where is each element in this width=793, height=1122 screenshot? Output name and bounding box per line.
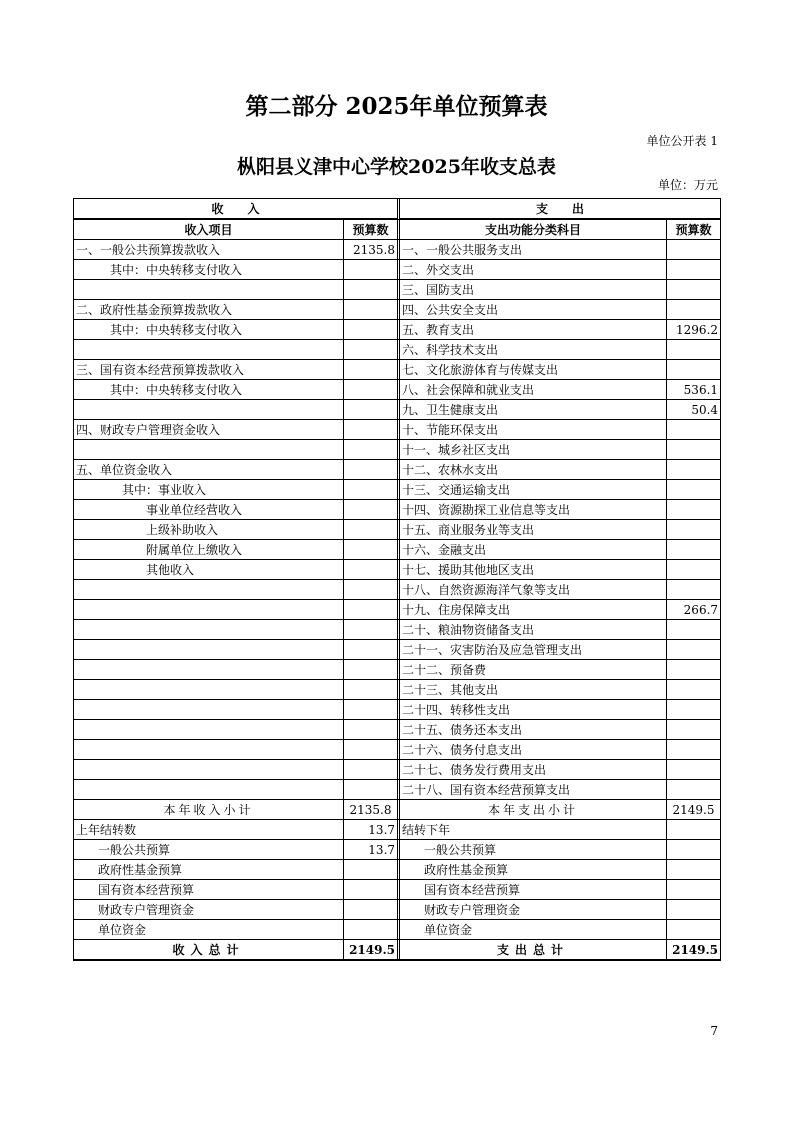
column-header-row bbox=[74, 219, 721, 240]
expense-item-cell: 一般公共预算 bbox=[400, 840, 667, 860]
income-amount-cell: 2135.8 bbox=[344, 240, 398, 260]
income-item-cell: 四、财政专户管理资金收入 bbox=[74, 420, 344, 440]
expense-item-header: 支出功能分类科目 bbox=[400, 219, 667, 240]
expense-amount-cell bbox=[667, 340, 721, 360]
income-amount-cell bbox=[344, 300, 398, 320]
income-item-cell bbox=[74, 580, 344, 600]
expense-item-cell: 五、教育支出 bbox=[400, 320, 667, 340]
expense-item-cell: 二十八、国有资本经营预算支出 bbox=[400, 780, 667, 800]
income-item-cell: 二、政府性基金预算拨款收入 bbox=[74, 300, 344, 320]
expense-amount-cell bbox=[667, 440, 721, 460]
expense-item-cell: 二十四、转移性支出 bbox=[400, 700, 667, 720]
expense-item-cell: 一、一般公共服务支出 bbox=[400, 240, 667, 260]
income-amount-cell bbox=[344, 280, 398, 300]
expense-amount-cell bbox=[667, 660, 721, 680]
expense-amount-cell bbox=[667, 640, 721, 660]
table-row bbox=[74, 640, 721, 660]
expense-amount-cell bbox=[667, 860, 721, 880]
expense-item-cell: 十七、援助其他地区支出 bbox=[400, 560, 667, 580]
table-row bbox=[74, 740, 721, 760]
expense-item-cell: 十、节能环保支出 bbox=[400, 420, 667, 440]
expense-amount-cell bbox=[667, 920, 721, 940]
income-total-label: 收入总计 bbox=[74, 940, 344, 961]
expense-amount-cell bbox=[667, 740, 721, 760]
expense-amount-cell bbox=[667, 760, 721, 780]
income-item-cell: 三、国有资本经营预算拨款收入 bbox=[74, 360, 344, 380]
total-row bbox=[74, 940, 721, 961]
page-number: 7 bbox=[710, 1024, 718, 1038]
expense-amount-header: 预算数 bbox=[667, 219, 721, 240]
expense-section-header: 支 出 bbox=[400, 199, 721, 220]
expense-item-cell: 十三、交通运输支出 bbox=[400, 480, 667, 500]
income-item-cell bbox=[74, 600, 344, 620]
expense-amount-cell: 50.4 bbox=[667, 400, 721, 420]
income-item-cell: 其中：事业收入 bbox=[74, 480, 344, 500]
income-item-cell: 其中：中央转移支付收入 bbox=[74, 320, 344, 340]
table-row bbox=[74, 300, 721, 320]
expense-amount-cell bbox=[667, 360, 721, 380]
table-row bbox=[74, 320, 721, 340]
income-item-cell bbox=[74, 760, 344, 780]
income-amount-cell bbox=[344, 700, 398, 720]
expense-amount-cell bbox=[667, 520, 721, 540]
table-row bbox=[74, 900, 721, 920]
page-title: 第二部分 2025年单位预算表 bbox=[245, 93, 548, 120]
income-amount-cell bbox=[344, 900, 398, 920]
expense-item-cell: 七、文化旅游体育与传媒支出 bbox=[400, 360, 667, 380]
income-item-cell: 上年结转数 bbox=[74, 820, 344, 840]
income-item-cell bbox=[74, 340, 344, 360]
expense-item-cell: 单位资金 bbox=[400, 920, 667, 940]
table-row bbox=[74, 720, 721, 740]
income-amount-cell bbox=[344, 600, 398, 620]
expense-amount-cell bbox=[667, 780, 721, 800]
income-amount-header: 预算数 bbox=[344, 219, 398, 240]
expense-item-cell: 十九、住房保障支出 bbox=[400, 600, 667, 620]
income-amount-cell bbox=[344, 720, 398, 740]
expense-amount-cell bbox=[667, 620, 721, 640]
expense-item-cell: 政府性基金预算 bbox=[400, 860, 667, 880]
form-number: 单位公开表 1 bbox=[646, 134, 718, 148]
income-item-cell: 一、一般公共预算拨款收入 bbox=[74, 240, 344, 260]
expense-subtotal-amount: 2149.5 bbox=[667, 800, 721, 820]
table-row bbox=[74, 520, 721, 540]
income-item-cell: 其中：中央转移支付收入 bbox=[74, 260, 344, 280]
table-row bbox=[74, 480, 721, 500]
expense-item-cell: 三、国防支出 bbox=[400, 280, 667, 300]
income-amount-cell bbox=[344, 860, 398, 880]
income-amount-cell bbox=[344, 740, 398, 760]
expense-amount-cell bbox=[667, 420, 721, 440]
expense-item-cell: 二十六、债务付息支出 bbox=[400, 740, 667, 760]
income-section-header: 收 入 bbox=[74, 199, 398, 220]
table-row bbox=[74, 840, 721, 860]
table-row bbox=[74, 280, 721, 300]
income-amount-cell bbox=[344, 680, 398, 700]
income-amount-cell bbox=[344, 380, 398, 400]
table-title: 枞阳县义津中心学校2025年收支总表 bbox=[237, 156, 556, 178]
expense-amount-cell bbox=[667, 260, 721, 280]
expense-amount-cell bbox=[667, 840, 721, 860]
income-amount-cell bbox=[344, 760, 398, 780]
income-subtotal-label: 本年收入小计 bbox=[74, 800, 344, 820]
expense-amount-cell bbox=[667, 540, 721, 560]
table-row bbox=[74, 360, 721, 380]
expense-item-cell: 二十一、灾害防治及应急管理支出 bbox=[400, 640, 667, 660]
expense-amount-cell bbox=[667, 680, 721, 700]
table-row bbox=[74, 400, 721, 420]
income-amount-cell bbox=[344, 920, 398, 940]
expense-item-cell: 二十三、其他支出 bbox=[400, 680, 667, 700]
expense-item-cell: 十一、城乡社区支出 bbox=[400, 440, 667, 460]
income-item-cell: 上级补助收入 bbox=[74, 520, 344, 540]
income-amount-cell bbox=[344, 440, 398, 460]
income-amount-cell bbox=[344, 420, 398, 440]
income-amount-cell bbox=[344, 520, 398, 540]
income-amount-cell bbox=[344, 260, 398, 280]
income-item-cell bbox=[74, 400, 344, 420]
income-item-cell bbox=[74, 780, 344, 800]
expense-subtotal-label: 本年支出小计 bbox=[400, 800, 667, 820]
table-row bbox=[74, 780, 721, 800]
expense-amount-cell bbox=[667, 280, 721, 300]
table-row bbox=[74, 820, 721, 840]
expense-amount-cell bbox=[667, 820, 721, 840]
income-item-cell: 政府性基金预算 bbox=[74, 860, 344, 880]
income-item-cell bbox=[74, 620, 344, 640]
table-row bbox=[74, 420, 721, 440]
income-amount-cell bbox=[344, 360, 398, 380]
income-item-cell: 单位资金 bbox=[74, 920, 344, 940]
section-header-row bbox=[74, 199, 721, 220]
income-item-cell bbox=[74, 680, 344, 700]
expense-amount-cell bbox=[667, 460, 721, 480]
income-amount-cell bbox=[344, 780, 398, 800]
expense-item-cell: 二、外交支出 bbox=[400, 260, 667, 280]
income-item-cell: 财政专户管理资金 bbox=[74, 900, 344, 920]
expense-amount-cell bbox=[667, 720, 721, 740]
expense-item-cell: 二十、粮油物资储备支出 bbox=[400, 620, 667, 640]
table-row bbox=[74, 880, 721, 900]
expense-item-cell: 十八、自然资源海洋气象等支出 bbox=[400, 580, 667, 600]
budget-summary-table bbox=[73, 198, 721, 961]
income-item-cell: 事业单位经营收入 bbox=[74, 500, 344, 520]
expense-amount-cell bbox=[667, 560, 721, 580]
expense-amount-cell: 1296.2 bbox=[667, 320, 721, 340]
table-row bbox=[74, 680, 721, 700]
expense-amount-cell: 266.7 bbox=[667, 600, 721, 620]
expense-amount-cell bbox=[667, 300, 721, 320]
income-total-amount: 2149.5 bbox=[344, 940, 398, 961]
table-row bbox=[74, 660, 721, 680]
income-amount-cell bbox=[344, 500, 398, 520]
table-row bbox=[74, 700, 721, 720]
expense-item-cell: 六、科学技术支出 bbox=[400, 340, 667, 360]
table-row bbox=[74, 600, 721, 620]
income-item-cell: 五、单位资金收入 bbox=[74, 460, 344, 480]
expense-item-cell: 二十七、债务发行费用支出 bbox=[400, 760, 667, 780]
income-item-header: 收入项目 bbox=[74, 219, 344, 240]
carry-over-body bbox=[74, 800, 721, 820]
income-amount-cell bbox=[344, 660, 398, 680]
expense-item-cell: 二十二、预备费 bbox=[400, 660, 667, 680]
income-amount-cell bbox=[344, 460, 398, 480]
income-subtotal-amount: 2135.8 bbox=[344, 800, 398, 820]
income-amount-cell bbox=[344, 320, 398, 340]
income-item-cell bbox=[74, 440, 344, 460]
income-item-cell: 一般公共预算 bbox=[74, 840, 344, 860]
expense-amount-cell bbox=[667, 880, 721, 900]
income-amount-cell bbox=[344, 340, 398, 360]
table-row bbox=[74, 620, 721, 640]
table-row bbox=[74, 240, 721, 260]
expense-item-cell: 四、公共安全支出 bbox=[400, 300, 667, 320]
income-amount-cell: 13.7 bbox=[344, 840, 398, 860]
expense-item-cell: 二十五、债务还本支出 bbox=[400, 720, 667, 740]
table-row bbox=[74, 460, 721, 480]
income-amount-cell bbox=[344, 580, 398, 600]
expense-item-cell: 十五、商业服务业等支出 bbox=[400, 520, 667, 540]
income-amount-cell bbox=[344, 620, 398, 640]
income-amount-cell bbox=[344, 880, 398, 900]
carry-rows-body bbox=[74, 820, 721, 940]
income-item-cell: 国有资本经营预算 bbox=[74, 880, 344, 900]
expense-amount-cell bbox=[667, 240, 721, 260]
subtotal-row bbox=[74, 800, 721, 820]
income-amount-cell bbox=[344, 540, 398, 560]
expense-amount-cell bbox=[667, 500, 721, 520]
table-body bbox=[74, 240, 721, 800]
income-amount-cell bbox=[344, 560, 398, 580]
expense-amount-cell bbox=[667, 700, 721, 720]
table-row bbox=[74, 340, 721, 360]
expense-total-label: 支出总计 bbox=[400, 940, 667, 961]
income-item-cell bbox=[74, 640, 344, 660]
unit-label: 单位：万元 bbox=[657, 178, 718, 192]
expense-amount-cell bbox=[667, 900, 721, 920]
expense-item-cell: 十六、金融支出 bbox=[400, 540, 667, 560]
table-row bbox=[74, 380, 721, 400]
table-row bbox=[74, 580, 721, 600]
expense-item-cell: 十二、农林水支出 bbox=[400, 460, 667, 480]
income-amount-cell bbox=[344, 640, 398, 660]
expense-item-cell: 财政专户管理资金 bbox=[400, 900, 667, 920]
income-item-cell bbox=[74, 740, 344, 760]
expense-amount-cell bbox=[667, 480, 721, 500]
expense-item-cell: 国有资本经营预算 bbox=[400, 880, 667, 900]
expense-amount-cell bbox=[667, 580, 721, 600]
income-item-cell bbox=[74, 700, 344, 720]
table-row bbox=[74, 440, 721, 460]
income-item-cell: 其中：中央转移支付收入 bbox=[74, 380, 344, 400]
income-item-cell bbox=[74, 280, 344, 300]
expense-item-cell: 十四、资源勘探工业信息等支出 bbox=[400, 500, 667, 520]
expense-item-cell: 八、社会保障和就业支出 bbox=[400, 380, 667, 400]
table-row bbox=[74, 760, 721, 780]
income-amount-cell bbox=[344, 400, 398, 420]
expense-amount-cell: 536.1 bbox=[667, 380, 721, 400]
table-row bbox=[74, 560, 721, 580]
expense-item-cell: 九、卫生健康支出 bbox=[400, 400, 667, 420]
table-row bbox=[74, 920, 721, 940]
income-item-cell: 附属单位上缴收入 bbox=[74, 540, 344, 560]
table-row bbox=[74, 500, 721, 520]
income-item-cell bbox=[74, 660, 344, 680]
table-row bbox=[74, 260, 721, 280]
expense-total-amount: 2149.5 bbox=[667, 940, 721, 961]
income-amount-cell bbox=[344, 480, 398, 500]
table-row bbox=[74, 540, 721, 560]
table-row bbox=[74, 860, 721, 880]
income-item-cell bbox=[74, 720, 344, 740]
expense-item-cell: 结转下年 bbox=[400, 820, 667, 840]
income-amount-cell: 13.7 bbox=[344, 820, 398, 840]
income-item-cell: 其他收入 bbox=[74, 560, 344, 580]
